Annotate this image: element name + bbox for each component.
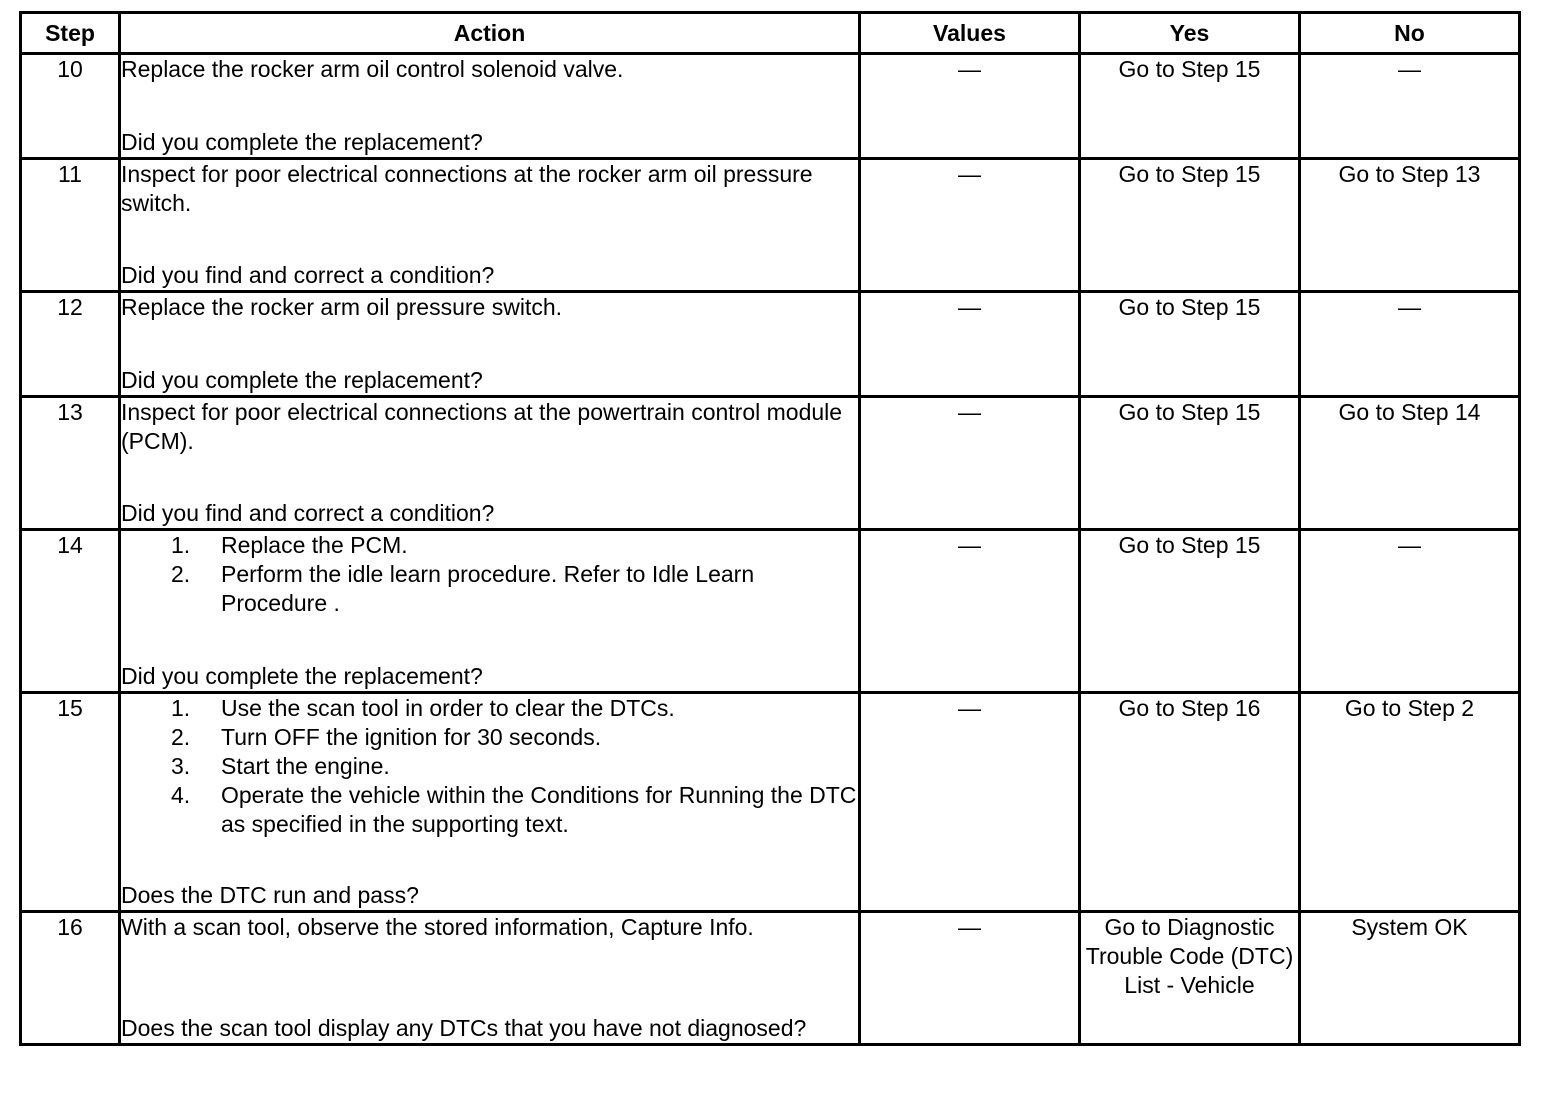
yes-cell: Go to Step 15 (1080, 159, 1300, 292)
numbered-steps (121, 531, 858, 618)
yes-cell: Go to Step 15 (1080, 54, 1300, 159)
action-text: With a scan tool, observe the stored information, Capture Info. (121, 914, 754, 940)
action-text: Replace the rocker arm oil control solenoid valve. (121, 56, 624, 82)
action-text: Inspect for poor electrical connections at the powertrain control module (PCM). (121, 399, 843, 454)
step-item (171, 781, 858, 839)
no-cell: Go to Step 13 (1300, 159, 1520, 292)
step-item-number: 3. (171, 753, 191, 779)
step-item-text: Operate the vehicle within the Conditions for Running the DTC as specified in the supporting text. (221, 782, 857, 837)
action-cell (120, 912, 860, 1045)
step-item-text: Use the scan tool in order to clear the DTCs. (221, 695, 675, 721)
no-cell: — (1300, 530, 1520, 693)
step-item-text: Start the engine. (221, 753, 390, 779)
table-row (21, 912, 1520, 1045)
action-question: Did you complete the replacement? (121, 663, 483, 689)
header-yes: Yes (1080, 13, 1300, 54)
step-item-number: 2. (171, 724, 191, 750)
action-text: Inspect for poor electrical connections at the rocker arm oil pressure switch. (121, 161, 813, 216)
header-row (21, 13, 1520, 54)
table-row (21, 530, 1520, 693)
action-question: Does the DTC run and pass? (121, 882, 419, 908)
step-item-number: 1. (171, 532, 191, 558)
no-cell: Go to Step 14 (1300, 397, 1520, 530)
numbered-steps (121, 694, 858, 839)
values-cell: — (860, 530, 1080, 693)
action-cell (120, 159, 860, 292)
table-row (21, 54, 1520, 159)
action-cell (120, 397, 860, 530)
values-cell: — (860, 397, 1080, 530)
step-item (171, 694, 858, 723)
step-item-text: Turn OFF the ignition for 30 seconds. (221, 724, 602, 750)
yes-cell: Go to Step 15 (1080, 530, 1300, 693)
diagnostic-table (19, 11, 1521, 1046)
step-item (171, 560, 858, 618)
step-number: 11 (21, 159, 120, 292)
step-item-number: 4. (171, 782, 191, 808)
yes-cell: Go to Step 15 (1080, 397, 1300, 530)
step-number: 15 (21, 693, 120, 912)
header-action: Action (120, 13, 860, 54)
table-row (21, 397, 1520, 530)
no-cell: Go to Step 2 (1300, 693, 1520, 912)
action-question: Did you complete the replacement? (121, 367, 483, 393)
step-number: 13 (21, 397, 120, 530)
yes-cell: Go to Diagnostic Trouble Code (DTC) List - Vehicle (1080, 912, 1300, 1045)
action-text: Replace the rocker arm oil pressure switch. (121, 294, 562, 320)
step-number: 10 (21, 54, 120, 159)
no-cell: System OK (1300, 912, 1520, 1045)
values-cell: — (860, 693, 1080, 912)
table-row (21, 693, 1520, 912)
action-question: Does the scan tool display any DTCs that you have not diagnosed? (121, 1015, 807, 1041)
table-row (21, 292, 1520, 397)
header-no: No (1300, 13, 1520, 54)
values-cell: — (860, 54, 1080, 159)
step-number: 12 (21, 292, 120, 397)
yes-cell: Go to Step 16 (1080, 693, 1300, 912)
action-cell (120, 54, 860, 159)
step-item (171, 531, 858, 560)
action-question: Did you complete the replacement? (121, 129, 483, 155)
step-item (171, 723, 858, 752)
no-cell: — (1300, 54, 1520, 159)
step-item-number: 1. (171, 695, 191, 721)
yes-cell: Go to Step 15 (1080, 292, 1300, 397)
step-item (171, 752, 858, 781)
action-cell (120, 292, 860, 397)
values-cell: — (860, 912, 1080, 1045)
no-cell: — (1300, 292, 1520, 397)
step-number: 16 (21, 912, 120, 1045)
values-cell: — (860, 159, 1080, 292)
step-item-number: 2. (171, 561, 191, 587)
header-step: Step (21, 13, 120, 54)
action-cell (120, 693, 860, 912)
step-item-text: Perform the idle learn procedure. Refer to Idle Learn Procedure . (221, 561, 755, 616)
action-cell (120, 530, 860, 693)
action-question: Did you find and correct a condition? (121, 500, 495, 526)
values-cell: — (860, 292, 1080, 397)
step-item-text: Replace the PCM. (221, 532, 408, 558)
header-values: Values (860, 13, 1080, 54)
action-question: Did you find and correct a condition? (121, 262, 495, 288)
step-number: 14 (21, 530, 120, 693)
table-row (21, 159, 1520, 292)
